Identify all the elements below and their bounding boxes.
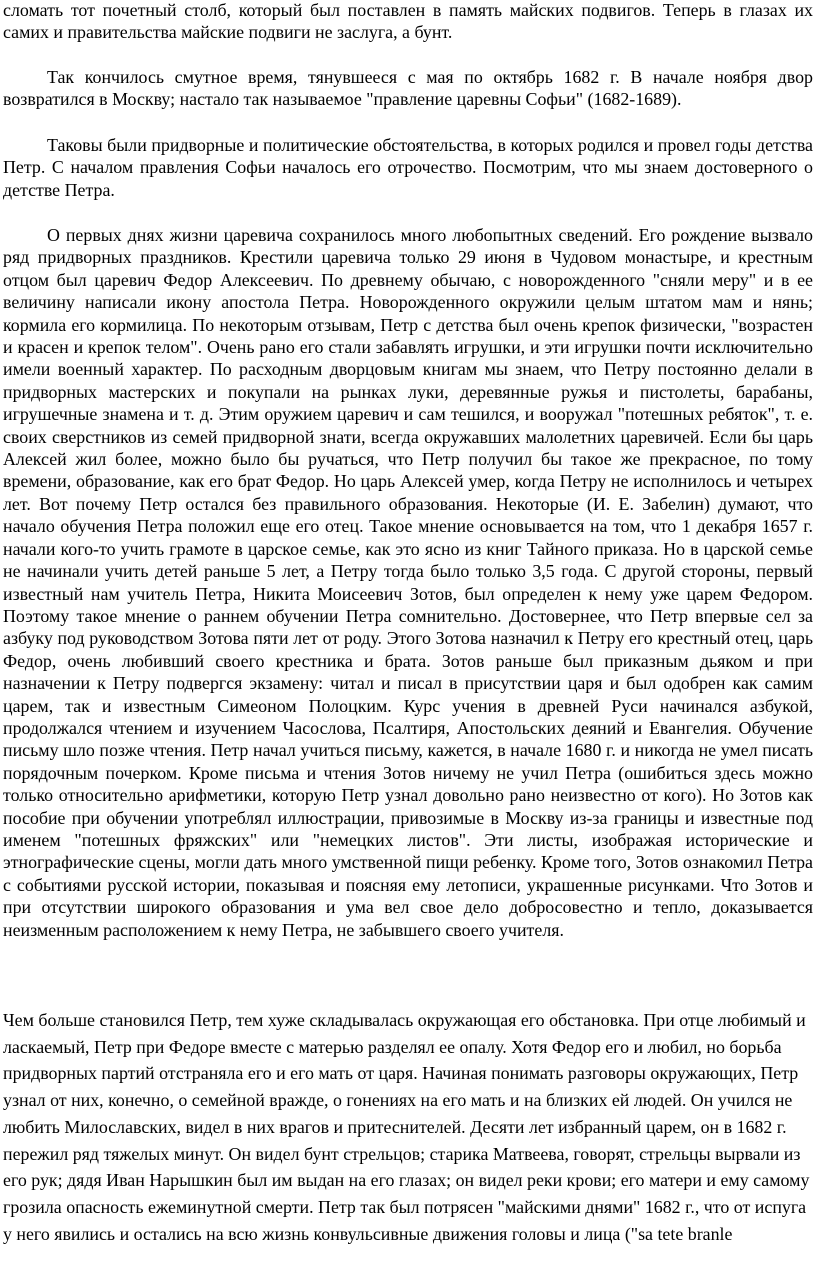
- paragraph-childhood-education: О первых днях жизни царевича сохранилось много любопытных сведений. Его рождение вызвало ряд придворных праздников. Крестили царевича только 29 июня в Чудовом монастыре, и крестным отцом был царевич Федор Алексеевич. По древнему обычаю, с новорожденного "сняли меру" и в ее величину написали икону апостола Петра. Новорожденного окружили целым штатом мам и нянь; кормила его кормилица. По некоторым отзывам, Петр с детства был очень крепок физически, "возрастен и красен и крепок телом". Очень рано его стали забавлять игрушки, и эти игрушки почти исключительно имели военный характер. По расходным дворцовым книгам мы знаем, что Петру постоянно делали в придворных мастерских и покупали на рынках луки, деревянные ружья и пистолеты, барабаны, игрушечные знамена и т. д. Этим оружием царевич и сам тешился, и вооружал "потешных ребяток", т. е. своих сверстников из семей придворной знати, всегда окружавших малолетних царевичей. Если бы царь Алексей жил более, можно было бы ручаться, что Петр получил бы такое же прекрасное, по тому времени, образование, как его брат Федор. Но царь Алексей умер, когда Петру не исполнилось и четырех лет. Вот почему Петр остался без правильного образования. Некоторые (И. Е. Забелин) думают, что начало обучения Петра положил еще его отец. Такое мнение основывается на том, что 1 декабря 1657 г. начали кого-то учить грамоте в царское семье, как это ясно из книг Тайного приказа. Но в царской семье не начинали учить детей раньше 5 лет, а Петру тогда было только 3,5 года. С другой стороны, первый известный нам учитель Петра, Никита Моисеевич Зотов, был определен к нему уже царем Федором. Поэтому такое мнение о раннем обучении Петра сомнительно. Достовернее, что Петр впервые сел за азбуку под руководством Зотова пяти лет от роду. Этого Зотова назначил к Петру его крестный отец, царь Федор, очень любивший своего крестника и брата. Зотов раньше был приказным дьяком и при назначении к Петру подвергся экзамену: читал и писал в присутствии царя и был одобрен как самим царем, так и известным Симеоном Полоцким. Курс учения в древней Руси начинался азбукой, продолжался чтением и изучением Часослова, Псалтиря, Апостольских деяний и Евангелия. Обучение письму шло позже чтения. Петр начал учиться письму, кажется, в начале 1680 г. и никогда не умел писать порядочным почерком. Кроме письма и чтения Зотов ничему не учил Петра (ошибиться здесь можно только относительно арифметики, которую Петр узнал довольно рано неизвестно от кого). Но Зотов как пособие при обучении употреблял иллюстрации, привозимые в Москву из-за границы и известные под именем "потешных фряжских" или "немецких листов". Эти листы, изображая исторические и этнографические сцены, могли дать много умственной пищи ребенку. Кроме того, Зотов ознакомил Петра с событиями русской истории, показывая и поясняя ему летописи, украшенные рисунками. Что Зотов и при отсутствии широкого образования и ума вел свое дело добросовестно и тепло, доказывается неизменным расположением к нему Петра, не забывшего своего учителя.: [3, 225, 813, 940]
- paragraph-end-of-troubles: Так кончилось смутное время, тянувшееся с мая по октябрь 1682 г. В начале ноября двор возвратился в Москву; настало так называемое "правление царевны Софьи" (1682-1689).: [3, 67, 813, 110]
- paragraph-continuation: сломать тот почетный столб, который был поставлен в память майских подвигов. Теперь в глазах их самих и правительства майские подвиги не заслуга, а бунт.: [3, 0, 813, 43]
- paragraph-circumstances: Таковы были придворные и политические обстоятельства, в которых родился и провел годы детства Петр. С началом правления Софьи началось его отрочество. Посмотрим, что мы знаем достоверного о детстве Петра.: [3, 135, 813, 200]
- paragraph-growing-up: Чем больше становился Петр, тем хуже складывалась окружающая его обстановка. При отце любимый и ласкаемый, Петр при Федоре вместе с матерью разделял ее опалу. Хотя Федор его и любил, но борьба придворных партий отстраняла его и его мать от царя. Начиная понимать разговоры окружающих, Петр узнал от них, конечно, о семейной вражде, о гонениях на его мать и на близких ей людей. Он учился не любить Милославских, видел в них врагов и притеснителей. Десяти лет избранный царем, он в 1682 г. пережил ряд тяжелых минут. Он видел бунт стрельцов; старика Матвеева, говорят, стрельцы вырвали из его рук; дядя Иван Нарышкин был им выдан на его глазах; он видел реки крови; его матери и ему самому грозила опасность ежеминутной смерти. Петр так был потрясен "майскими днями" 1682 г., что от испуга у него явились и остались на всю жизнь конвульсивные движения головы и лица ("sa tete branle: [3, 1010, 810, 1244]
